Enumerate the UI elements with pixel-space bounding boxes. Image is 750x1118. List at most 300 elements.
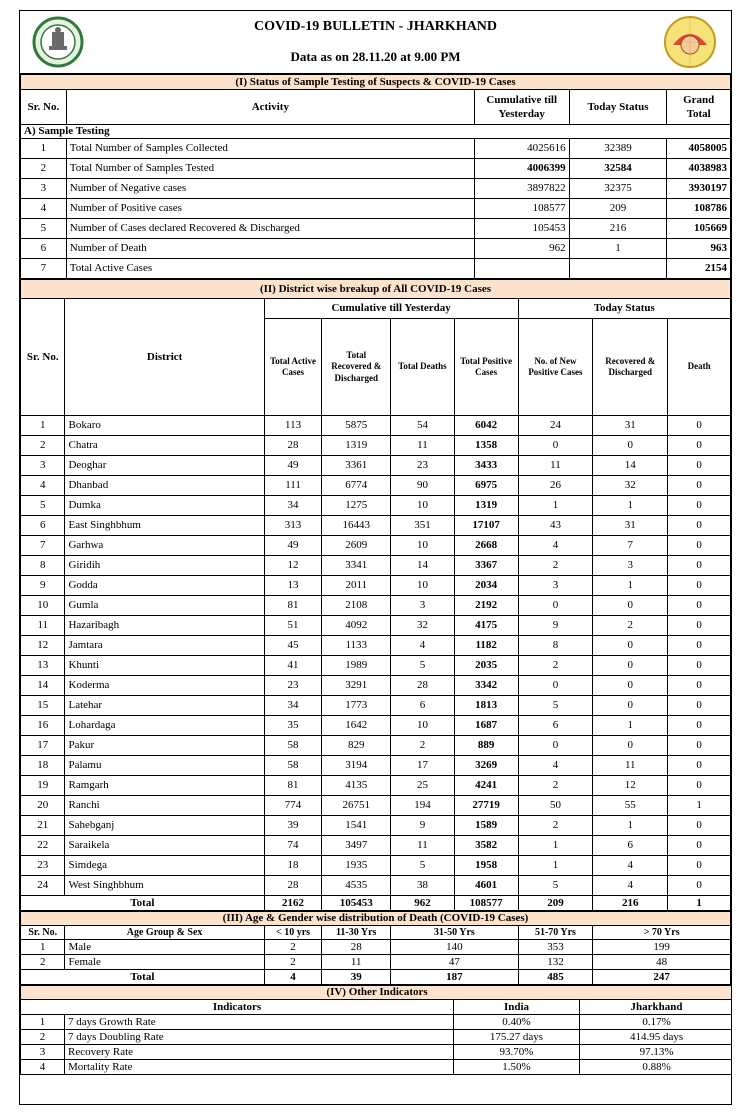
district-name: Dumka [65, 496, 264, 516]
table-row [21, 1015, 733, 1030]
district-name: West Singhbhum [65, 876, 264, 896]
table-row [21, 219, 731, 239]
district-today-death: 0 [668, 536, 731, 556]
district-sr-no: 13 [21, 656, 65, 676]
district-today-death: 0 [668, 836, 731, 856]
district-sr-no: 21 [21, 816, 65, 836]
district-name: Saraikela [65, 836, 264, 856]
row-grand-total: 963 [667, 239, 731, 259]
district-active: 28 [264, 876, 322, 896]
district-today-death: 0 [668, 876, 731, 896]
district-today-recovered: 12 [593, 776, 668, 796]
district-sr-no: 1 [21, 416, 65, 436]
district-name: Sahebganj [65, 816, 264, 836]
table-row [21, 716, 731, 736]
row-sr-no: 6 [21, 239, 67, 259]
header-age-31-50: 31-50 Yrs [391, 926, 518, 940]
district-new-positive: 43 [518, 516, 593, 536]
district-sr-no: 2 [21, 436, 65, 456]
district-deaths: 54 [391, 416, 455, 436]
table-row [21, 940, 731, 955]
district-today-death: 0 [668, 456, 731, 476]
age-row-group: Female [65, 955, 264, 970]
district-positive: 1319 [454, 496, 518, 516]
district-today-recovered: 1 [593, 716, 668, 736]
header-today-status: Today Status [518, 299, 730, 319]
age-row-gt70: 199 [593, 940, 731, 955]
district-new-positive: 50 [518, 796, 593, 816]
row-sr-no: 3 [21, 179, 67, 199]
district-today-death: 0 [668, 416, 731, 436]
district-sr-no: 19 [21, 776, 65, 796]
district-recovered: 3497 [322, 836, 391, 856]
district-new-positive: 9 [518, 616, 593, 636]
district-new-positive: 0 [518, 676, 593, 696]
district-sr-no: 20 [21, 796, 65, 816]
district-new-positive: 1 [518, 496, 593, 516]
age-row-31-50: 47 [391, 955, 518, 970]
district-positive: 2192 [454, 596, 518, 616]
age-row-gt70: 48 [593, 955, 731, 970]
age-row-sr-no: 2 [21, 955, 65, 970]
table-row [21, 656, 731, 676]
header-total-deaths: Total Deaths [391, 319, 455, 416]
indicator-india: 1.50% [454, 1060, 580, 1075]
district-today-recovered: 4 [593, 856, 668, 876]
district-today-recovered: 2 [593, 616, 668, 636]
header-indicators: Indicators [21, 1000, 454, 1015]
section-4-title: (IV) Other Indicators [21, 986, 733, 1000]
district-deaths: 5 [391, 856, 455, 876]
age-row-lt10: 2 [264, 955, 322, 970]
district-active: 28 [264, 436, 322, 456]
district-sr-no: 15 [21, 696, 65, 716]
indicator-india: 0.40% [454, 1015, 580, 1030]
table-row [21, 776, 731, 796]
district-today-recovered: 0 [593, 436, 668, 456]
district-recovered: 2108 [322, 596, 391, 616]
header-cumulative: Cumulative till Yesterday [264, 299, 518, 319]
age-row-sr-no: 1 [21, 940, 65, 955]
indicator-name: Mortality Rate [65, 1060, 454, 1075]
district-recovered: 4135 [322, 776, 391, 796]
district-active: 39 [264, 816, 322, 836]
table-row [21, 1060, 733, 1075]
section-2-title: (II) District wise breakup of All COVID-19 Cases [21, 280, 731, 299]
district-today-recovered: 55 [593, 796, 668, 816]
district-today-recovered: 0 [593, 696, 668, 716]
district-today-recovered: 1 [593, 496, 668, 516]
district-positive: 3342 [454, 676, 518, 696]
district-today-death: 0 [668, 596, 731, 616]
header-sr-no: Sr. No. [21, 90, 67, 125]
district-name: Garhwa [65, 536, 264, 556]
district-new-positive: 0 [518, 436, 593, 456]
district-today-death: 1 [668, 796, 731, 816]
district-today-death: 0 [668, 576, 731, 596]
district-sr-no: 6 [21, 516, 65, 536]
health-mission-logo-icon [661, 15, 719, 69]
district-today-death: 0 [668, 736, 731, 756]
district-deaths: 28 [391, 676, 455, 696]
district-new-positive: 4 [518, 536, 593, 556]
district-active: 81 [264, 596, 322, 616]
district-name: Bokaro [65, 416, 264, 436]
district-sr-no: 17 [21, 736, 65, 756]
district-today-death: 0 [668, 696, 731, 716]
row-grand-total: 3930197 [667, 179, 731, 199]
district-today-recovered: 11 [593, 756, 668, 776]
indicator-name: Recovery Rate [65, 1045, 454, 1060]
district-today-recovered: 3 [593, 556, 668, 576]
district-today-recovered: 14 [593, 456, 668, 476]
subheader-sample-testing: A) Sample Testing [21, 125, 731, 139]
header-total-active: Total Active Cases [264, 319, 322, 416]
district-name: Dhanbad [65, 476, 264, 496]
district-active: 35 [264, 716, 322, 736]
district-deaths: 2 [391, 736, 455, 756]
district-new-positive: 0 [518, 736, 593, 756]
district-active: 49 [264, 456, 322, 476]
section-3-title: (III) Age & Gender wise distribution of Death (COVID-19 Cases) [21, 912, 731, 926]
total-positive: 108577 [454, 896, 518, 911]
header-total-positive: Total Positive Cases [454, 319, 518, 416]
age-row-51-70: 132 [518, 955, 593, 970]
district-positive: 4241 [454, 776, 518, 796]
indicator-name: 7 days Growth Rate [65, 1015, 454, 1030]
district-active: 81 [264, 776, 322, 796]
table-row [21, 876, 731, 896]
district-positive: 3433 [454, 456, 518, 476]
row-grand-total: 105669 [667, 219, 731, 239]
district-active: 113 [264, 416, 322, 436]
district-positive: 1358 [454, 436, 518, 456]
district-today-death: 0 [668, 636, 731, 656]
header-sr-no: Sr. No. [21, 299, 65, 416]
district-today-recovered: 1 [593, 816, 668, 836]
district-positive: 889 [454, 736, 518, 756]
district-today-death: 0 [668, 496, 731, 516]
district-today-death: 0 [668, 476, 731, 496]
district-positive: 27719 [454, 796, 518, 816]
district-positive: 4601 [454, 876, 518, 896]
total-new-positive: 209 [518, 896, 593, 911]
district-recovered: 4092 [322, 616, 391, 636]
row-activity: Total Number of Samples Tested [66, 159, 474, 179]
district-deaths: 6 [391, 696, 455, 716]
district-sr-no: 7 [21, 536, 65, 556]
district-recovered: 3361 [322, 456, 391, 476]
table-row [21, 139, 731, 159]
header-age-group: Age Group & Sex [65, 926, 264, 940]
district-recovered: 3341 [322, 556, 391, 576]
table-row [21, 1045, 733, 1060]
district-active: 74 [264, 836, 322, 856]
district-name: Jamtara [65, 636, 264, 656]
district-today-recovered: 7 [593, 536, 668, 556]
district-recovered: 1133 [322, 636, 391, 656]
district-today-recovered: 6 [593, 836, 668, 856]
table-row [21, 496, 731, 516]
row-sr-no: 7 [21, 259, 67, 279]
table-row [21, 259, 731, 279]
row-cumulative: 108577 [474, 199, 569, 219]
district-recovered: 2011 [322, 576, 391, 596]
district-new-positive: 26 [518, 476, 593, 496]
district-deaths: 23 [391, 456, 455, 476]
district-positive: 17107 [454, 516, 518, 536]
district-recovered: 2609 [322, 536, 391, 556]
district-active: 34 [264, 696, 322, 716]
row-today: 32584 [569, 159, 667, 179]
district-deaths: 351 [391, 516, 455, 536]
header-activity: Activity [66, 90, 474, 125]
age-row-11-30: 11 [322, 955, 391, 970]
district-new-positive: 5 [518, 696, 593, 716]
district-sr-no: 14 [21, 676, 65, 696]
table-row [21, 159, 731, 179]
district-new-positive: 3 [518, 576, 593, 596]
district-recovered: 1935 [322, 856, 391, 876]
district-today-recovered: 31 [593, 516, 668, 536]
district-today-recovered: 0 [593, 736, 668, 756]
district-active: 13 [264, 576, 322, 596]
table-row [21, 736, 731, 756]
district-sr-no: 8 [21, 556, 65, 576]
row-today [569, 259, 667, 279]
district-new-positive: 2 [518, 556, 593, 576]
district-positive: 1589 [454, 816, 518, 836]
table-row [21, 456, 731, 476]
district-active: 18 [264, 856, 322, 876]
district-new-positive: 5 [518, 876, 593, 896]
district-recovered: 3194 [322, 756, 391, 776]
district-active: 45 [264, 636, 322, 656]
total-active: 2162 [264, 896, 322, 911]
district-positive: 2035 [454, 656, 518, 676]
district-sr-no: 4 [21, 476, 65, 496]
district-new-positive: 11 [518, 456, 593, 476]
district-deaths: 3 [391, 596, 455, 616]
district-recovered: 1275 [322, 496, 391, 516]
indicator-jharkhand: 414.95 days [580, 1030, 733, 1045]
row-activity: Number of Negative cases [66, 179, 474, 199]
district-deaths: 38 [391, 876, 455, 896]
table-row [21, 536, 731, 556]
table-row [21, 516, 731, 536]
table-row [21, 596, 731, 616]
district-deaths: 11 [391, 436, 455, 456]
header-district: District [65, 299, 264, 416]
district-active: 111 [264, 476, 322, 496]
row-grand-total: 108786 [667, 199, 731, 219]
bulletin-sheet [19, 10, 732, 1105]
district-recovered: 4535 [322, 876, 391, 896]
district-deaths: 25 [391, 776, 455, 796]
total-deaths: 962 [391, 896, 455, 911]
row-activity: Total Number of Samples Collected [66, 139, 474, 159]
district-deaths: 5 [391, 656, 455, 676]
header-age-gt70: > 70 Yrs [593, 926, 731, 940]
district-active: 51 [264, 616, 322, 636]
table-row [21, 556, 731, 576]
age-row-51-70: 353 [518, 940, 593, 955]
district-table [20, 279, 731, 911]
district-name: Latehar [65, 696, 264, 716]
district-sr-no: 11 [21, 616, 65, 636]
table-row [21, 616, 731, 636]
district-active: 34 [264, 496, 322, 516]
age-gender-table [20, 911, 731, 985]
indicator-india: 175.27 days [454, 1030, 580, 1045]
age-total-31-50: 187 [391, 970, 518, 985]
row-today: 32389 [569, 139, 667, 159]
district-positive: 4175 [454, 616, 518, 636]
district-sr-no: 23 [21, 856, 65, 876]
district-name: Lohardaga [65, 716, 264, 736]
district-recovered: 3291 [322, 676, 391, 696]
district-new-positive: 6 [518, 716, 593, 736]
district-today-death: 0 [668, 556, 731, 576]
district-name: Deoghar [65, 456, 264, 476]
district-deaths: 32 [391, 616, 455, 636]
row-activity: Number of Death [66, 239, 474, 259]
district-recovered: 1773 [322, 696, 391, 716]
district-deaths: 10 [391, 716, 455, 736]
district-sr-no: 22 [21, 836, 65, 856]
district-recovered: 1541 [322, 816, 391, 836]
district-today-death: 0 [668, 436, 731, 456]
district-positive: 1687 [454, 716, 518, 736]
district-recovered: 1642 [322, 716, 391, 736]
district-name: Gumla [65, 596, 264, 616]
row-cumulative: 3897822 [474, 179, 569, 199]
row-cumulative [474, 259, 569, 279]
row-cumulative: 105453 [474, 219, 569, 239]
district-today-death: 0 [668, 856, 731, 876]
district-sr-no: 5 [21, 496, 65, 516]
row-grand-total: 4058005 [667, 139, 731, 159]
table-row [21, 179, 731, 199]
district-name: Pakur [65, 736, 264, 756]
table-row [21, 1030, 733, 1045]
district-today-death: 0 [668, 616, 731, 636]
indicator-sr-no: 2 [21, 1030, 65, 1045]
district-deaths: 17 [391, 756, 455, 776]
indicator-sr-no: 4 [21, 1060, 65, 1075]
district-new-positive: 2 [518, 816, 593, 836]
district-positive: 2668 [454, 536, 518, 556]
table-row [21, 796, 731, 816]
table-row [21, 816, 731, 836]
district-sr-no: 24 [21, 876, 65, 896]
other-indicators-table [20, 985, 732, 1075]
district-recovered: 5875 [322, 416, 391, 436]
district-new-positive: 2 [518, 656, 593, 676]
row-sr-no: 2 [21, 159, 67, 179]
district-today-recovered: 0 [593, 656, 668, 676]
district-positive: 1182 [454, 636, 518, 656]
row-sr-no: 5 [21, 219, 67, 239]
sample-testing-table [20, 74, 731, 279]
table-row [21, 676, 731, 696]
district-name: Hazaribagh [65, 616, 264, 636]
row-today: 1 [569, 239, 667, 259]
district-name: Godda [65, 576, 264, 596]
table-row [21, 636, 731, 656]
district-new-positive: 2 [518, 776, 593, 796]
header-age-51-70: 51-70 Yrs [518, 926, 593, 940]
district-deaths: 14 [391, 556, 455, 576]
district-positive: 3269 [454, 756, 518, 776]
row-cumulative: 962 [474, 239, 569, 259]
indicator-sr-no: 1 [21, 1015, 65, 1030]
age-total-51-70: 485 [518, 970, 593, 985]
row-today: 216 [569, 219, 667, 239]
district-active: 58 [264, 756, 322, 776]
indicator-jharkhand: 97.13% [580, 1045, 733, 1060]
district-deaths: 4 [391, 636, 455, 656]
district-today-death: 0 [668, 656, 731, 676]
district-recovered: 829 [322, 736, 391, 756]
age-total-gt70: 247 [593, 970, 731, 985]
district-deaths: 194 [391, 796, 455, 816]
district-name: Palamu [65, 756, 264, 776]
district-deaths: 90 [391, 476, 455, 496]
district-deaths: 9 [391, 816, 455, 836]
table-row [21, 199, 731, 219]
district-new-positive: 1 [518, 836, 593, 856]
age-total-label: Total [21, 970, 265, 985]
header-sr-no: Sr. No. [21, 926, 65, 940]
header-india: India [454, 1000, 580, 1015]
row-grand-total: 4038983 [667, 159, 731, 179]
district-today-death: 0 [668, 776, 731, 796]
district-today-death: 0 [668, 516, 731, 536]
district-recovered: 1319 [322, 436, 391, 456]
district-positive: 3582 [454, 836, 518, 856]
row-activity: Number of Cases declared Recovered & Discharged [66, 219, 474, 239]
table-row [21, 416, 731, 436]
table-row [21, 955, 731, 970]
district-active: 23 [264, 676, 322, 696]
row-sr-no: 4 [21, 199, 67, 219]
header-today-death: Death [668, 319, 731, 416]
table-row [21, 756, 731, 776]
district-positive: 6042 [454, 416, 518, 436]
total-today-recovered: 216 [593, 896, 668, 911]
district-today-recovered: 4 [593, 876, 668, 896]
header-new-positive: No. of New Positive Cases [518, 319, 593, 416]
row-activity: Number of Positive cases [66, 199, 474, 219]
district-today-death: 0 [668, 756, 731, 776]
district-today-recovered: 32 [593, 476, 668, 496]
table-row [21, 576, 731, 596]
district-today-recovered: 0 [593, 676, 668, 696]
district-name: Giridih [65, 556, 264, 576]
district-today-death: 0 [668, 816, 731, 836]
header-age-lt10: < 10 yrs [264, 926, 322, 940]
header-cumulative: Cumulative till Yesterday [474, 90, 569, 125]
district-today-recovered: 1 [593, 576, 668, 596]
bulletin-header [20, 11, 731, 74]
table-row [21, 239, 731, 259]
header-today-status: Today Status [569, 90, 667, 125]
bulletin-date: Data as on 28.11.20 at 9.00 PM [290, 49, 461, 64]
district-sr-no: 3 [21, 456, 65, 476]
district-total-label: Total [21, 896, 265, 911]
district-name: Ranchi [65, 796, 264, 816]
